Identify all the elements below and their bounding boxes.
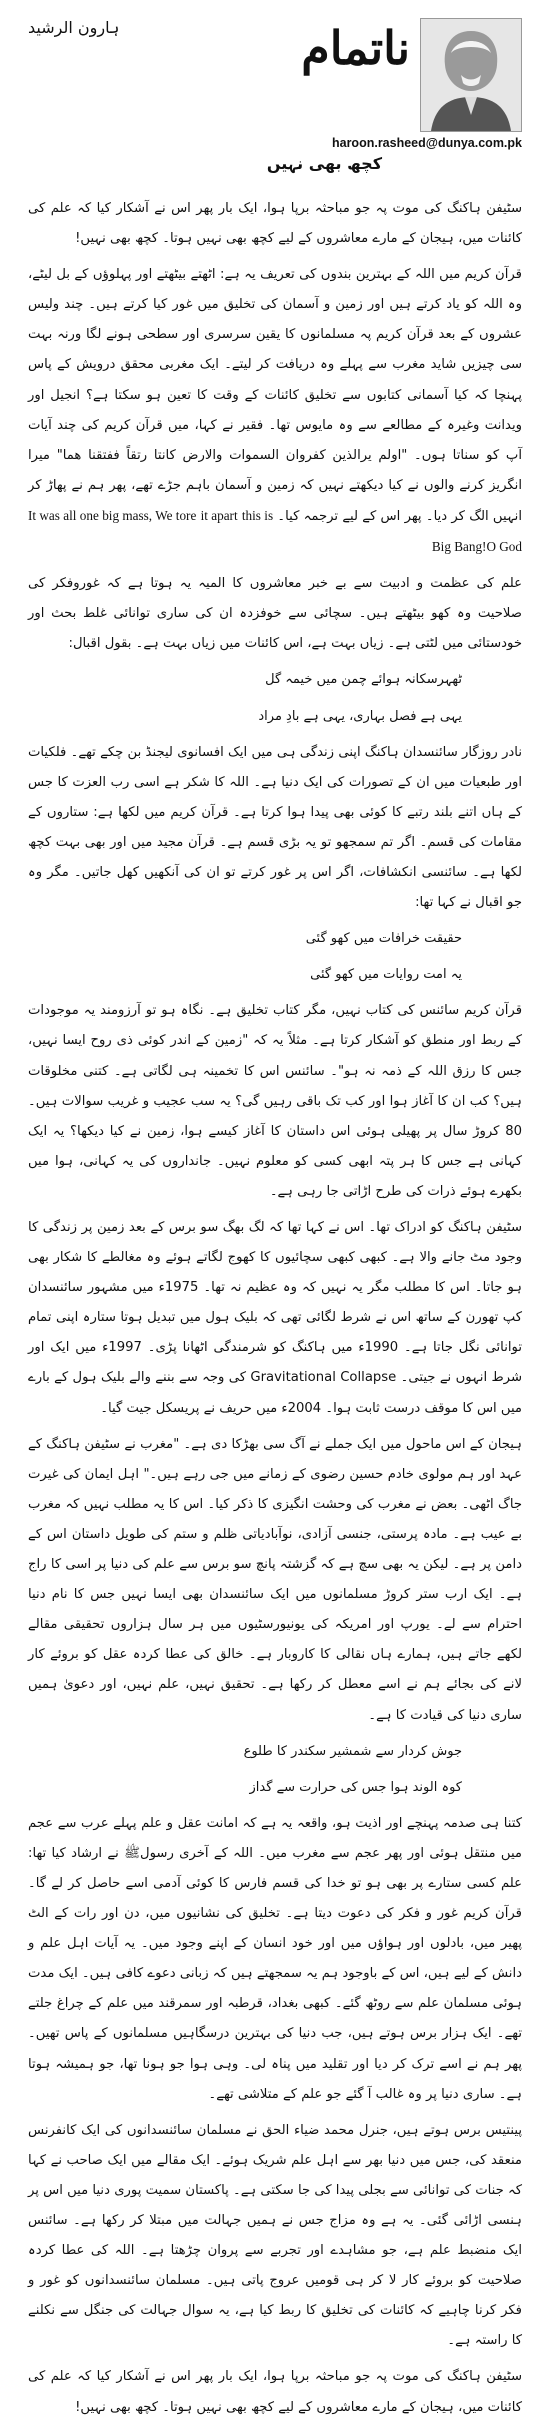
english-quote: this is Big Bang!O God xyxy=(241,507,522,555)
english-quote: It was all one big mass, We tore xyxy=(28,507,197,523)
article-paragraph: علم کی عظمت و ادبیت سے بے خبر معاشروں کا المیہ یہ ہوتا ہے کہ غوروفکر کی صلاحیت وہ کھو بیٹھتے ہیں۔ سچائی سے خوفزدہ ان کی ساری توانائی غلط بحث اور خودستائی میں لٹتی ہے۔ زیاں بہت ہے، اس کائنات میں زیاں بہت ہے۔ بقول اقبال: xyxy=(28,576,522,652)
poetry-verse: کوہ الوند ہوا جس کی حرارت سے گداز xyxy=(249,1779,462,1795)
masthead xyxy=(28,18,522,186)
article-text: قرآن کریم میں اللہ کے بہترین بندوں کی تعریف یہ ہے: اٹھتے بیٹھتے اور پہلوؤں کے بل لیٹے، وہ اللہ کو یاد کرتے ہیں اور زمین و آسمان کی تخلیق میں غور کیا کرتے ہیں۔ چند ولیس عشروں کے بعد قرآن کریم پہ مسلمانوں کا یقین سرسری اور سطحی ہونے لگا ورنہ بہت سی چیزیں شاید مغرب سے پہلے وہ دریافت کر لیتے۔ ایک مغربی محقق درویش کے پاس پہنچا کہ کیا آسمانی کتابوں سے تخلیق کائنات کے وقت کا تعین ہو سکتا ہے؟ انجیل اور ویدانت وغیرہ کے مطالعے سے وہ مایوس تھا۔ فقیر نے کہا، میں قرآن کریم کی چند آیات آپ کو سناتا ہوں۔ "اولم یرالذین کفروان السموات والارض کانتا رتقاً ففتقنا ھما" میرا انگریز کرنے والوں نے کیا دیکھتے نہیں کہ زمین و آسمان باہم جڑے تھے، پھر ہم نے پھاڑ کر انہیں الگ کر دیا۔ پھر اس کے لیے ترجمہ کیا۔ xyxy=(28,267,523,524)
english-quote: it apart xyxy=(200,507,238,523)
article-paragraph: پینتیس برس ہوتے ہیں، جنرل محمد ضیاء الحق نے مسلمان سائنسدانوں کی ایک کانفرنس منعقد کی، جس میں دنیا بھر سے اہل علم شریک ہوئے۔ ایک مقالے میں ایک صاحب نے کہا کہ جنات کی توانائی سے بجلی پیدا کی جا سکتی ہے۔ پاکستان سمیت پوری دنیا میں اس پر ہنسی اڑائی گئی۔ یہ ہے وہ مزاج جس نے ہمیں جہالت میں مبتلا کر رکھا ہے۔ سائنس ایک منضبط علم ہے، جو مشاہدے اور تجربے سے پروان چڑھتا ہے۔ اللہ کی عطا کردہ صلاحیت کو بروئے کار لا کر ہی قومیں عروج پاتی ہیں۔ مسلمان سائنسدانوں کو غور و فکر کرنا چاہیے کہ کائنات کی تخلیق کا ربط کیا ہے، یہ سوال جہالت کی جنگل سے نکلنے کا راستہ ہے۔ xyxy=(28,2122,522,2349)
article-body xyxy=(28,194,522,2429)
poetry-verse: حقیقت خرافات میں کھو گئی xyxy=(305,931,462,947)
article-paragraph: ہیجان کے اس ماحول میں ایک جملے نے آگ سی بھڑکا دی ہے۔ "مغرب نے سٹیفن ہاکنگ کے عہد اور ہم مولوی خادم حسین رضوی کے زمانے میں جی رہے ہیں۔" اہل ایمان کی غیرت جاگ اٹھی۔ بعض نے مغرب کی وحشت انگیزی کا ذکر کیا۔ اس کا یہ مطلب نہیں کہ مغرب بے عیب ہے۔ مادہ پرستی، جنسی آزادی، نوآبادیاتی ظلم و ستم کی طویل داستان اس کے دامن پر ہے۔ لیکن یہ بھی سچ ہے کہ گزشتہ پانچ سو برس سے علم کی دنیا پر اسی کا راج ہے۔ ایک ارب ستر کروڑ مسلمانوں میں ایک سائنسدان بھی ایسا نہیں جس کا نام دنیا احترام سے لے۔ یورپ اور امریکہ کی یونیورسٹیوں میں ہر سال ہزاروں تحقیقی مقالے لکھے جاتے ہیں، ہمارے ہاں نقالی کا کاروبار ہے۔ خالق کی عطا کردہ عقل کو بروئے کار لانے کی بجائے ہم نے اسے معطل کر رکھا ہے۔ تحقیق نہیں، علم نہیں، اور دعویٰ ہمیں ساری دنیا کی قیادت کا ہے۔ xyxy=(28,1436,522,1723)
author-email: haroon.rasheed@dunya.com.pk xyxy=(331,136,522,150)
column-brand xyxy=(250,22,410,82)
article-paragraph: کتنا ہی صدمہ پہنچے اور اذیت ہو، واقعہ یہ ہے کہ امانت عقل و علم پہلے عرب سے عجم میں منتقل ہوئی اور پھر عجم سے مغرب میں۔ اللہ کے آخری رسولﷺ نے ارشاد کیا تھا: علم کسی ستارے پر بھی ہو تو خدا کی قسم فارس کا کوئی آدمی اسے حاصل کر لے گا۔ قرآن کریم غور و فکر کی دعوت دیتا ہے۔ تخلیق کی نشانیوں میں، دن اور رات کے الٹ پھیر میں، بادلوں اور ہواؤں میں اور خود انسان کے اپنے وجود میں۔ یہ آیات اہل علم و دانش کے لیے ہیں، اس کے باوجود ہم یہ سمجھتے ہیں کہ زبانی دعوے کافی ہیں۔ ایک مدت ہوئی مسلمان علم سے روٹھ گئے۔ کبھی بغداد، قرطبہ اور سمرقند میں علم کے چراغ جلتے تھے۔ ایک ہزار برس ہوتے ہیں، جب دنیا کی بہترین درسگاہیں مسلمانوں کے پاس تھیں۔ پھر ہم نے اسے ترک کر دیا اور تقلید میں پناہ لی۔ وہی ہوا جو ہونا تھا، جو ہمیشہ ہوتا ہے۔ ساری دنیا پر وہ غالب آ گئے جو علم کے متلاشی تھے۔ xyxy=(28,1815,522,2102)
article-paragraph: سٹیفن ہاکنگ کو ادراک تھا۔ اس نے کہا تھا کہ لگ بھگ سو برس کے بعد زمین پر زندگی کا وجود مٹ جانے والا ہے۔ کبھی کبھی سچائیوں کا کھوج لگاتے ہوئے وہ مغالطے کا شکار بھی ہو جاتا۔ اس کا مطلب مگر یہ نہیں کہ وہ عظیم نہ تھا۔ 1975ء میں مشہور سائنسدان کپ تھورن کے ساتھ اس نے شرط لگائی تھی کہ بلیک ہول میں تبدیل ہوتا ستارہ اپنی تمام توانائی نگل جاتا ہے۔ 1990ء میں ہاکنگ کو شرمندگی اٹھانا پڑی۔ 1997ء میں ایک اور شرط انہوں نے جیتی۔ Gravitational Collapse کی وجہ سے بننے والے بلیک ہول کے بارے میں اس کا موقف درست ثابت ہوا۔ 2004ء میں حریف نے پریسکل جیت گیا۔ xyxy=(28,1220,523,1416)
poetry-verse: ٹھہرسکانہ ہوائے چمن میں خیمہ گل xyxy=(265,672,462,688)
article-closing: سٹیفن ہاکنگ کی موت پہ جو مباحثہ برپا ہوا، ایک بار پھر اس نے آشکار کیا کہ علم کی کائنات میں، ہیجان کے مارے معاشروں کے لیے کچھ بھی نہیں ہوتا۔ کچھ بھی نہیں! xyxy=(28,2369,522,2415)
author-portrait-image xyxy=(421,19,521,131)
poetry-verse: یہ امت روایات میں کھو گئی xyxy=(310,967,462,983)
article-paragraph: سٹیفن ہاکنگ کی موت پہ جو مباحثہ برپا ہوا، ایک بار پھر اس نے آشکار کیا کہ علم کی کائنات میں، ہیجان کے مارے معاشروں کے لیے کچھ بھی نہیں ہوتا۔ کچھ بھی نہیں! xyxy=(28,201,522,247)
poetry-verse: جوش کردار سے شمشیر سکندر کا طلوع xyxy=(243,1743,462,1759)
column-headline: کچھ بھی نہیں xyxy=(266,154,382,173)
poetry-verse: یہی ہے فصل بہاری، یہی ہے بادِ مراد xyxy=(258,708,462,724)
column-page xyxy=(28,18,523,2415)
article-paragraph: نادر روزگار سائنسدان ہاکنگ اپنی زندگی ہی میں ایک افسانوی لیجنڈ بن چکے تھے۔ فلکیات اور طبعیات میں ان کے تصورات کی ایک دنیا ہے۔ اللہ کا شکر ہے اسی رب العزت کا جس کے ہاں اتنے بلند رتبے کا کوئی بھی پیدا ہوا کرتا ہے۔ قرآن کریم میں لکھا ہے: ستاروں کے مقامات کی قسم۔ اگر تم سمجھو تو یہ بڑی قسم ہے۔ قرآن مجید میں اور بھی بہت کچھ لکھا ہے۔ سائنسی انکشافات، اگر اس پر غور کرتے تو ان کی آنکھیں کھل جاتیں۔ مگر وہ جو اقبال نے کہا تھا: xyxy=(28,744,522,911)
author-name: ہارون الرشید xyxy=(28,18,120,37)
article-paragraph xyxy=(28,260,522,563)
author-portrait xyxy=(420,18,522,132)
column-logo: ناتمام xyxy=(301,21,410,75)
article-paragraph: قرآن کریم سائنس کی کتاب نہیں، مگر کتاب تخلیق ہے۔ نگاہ ہو تو آرزومند یہ موجودات کے ربط اور منطق کو آشکار کرتا ہے۔ مثلاً یہ کہ "زمین کے اندر کوئی ذی روح ایسا نہیں، جس کا رزق اللہ کے ذمہ نہ ہو"۔ سائنس اس کا تخمینہ ہی لگاتی ہے۔ کتنی مخلوقات ہیں؟ کب ان کا آغاز ہوا اور کب تک باقی رہیں گی؟ یہ سب عجیب و غریب سوالات ہیں۔ 80 کروڑ سال پر پھیلی ہوئی اس داستان کا آغاز کیسے ہوا، زمین نے کیا دیکھا؟ یہ ایک کہانی ہے جس کا ہر پتہ ابھی کسی کو معلوم نہیں۔ جانداروں کی یہ کہانی، ہوا میں بکھرے ہوئے ذرات کی طرح اڑاتی جا رہی ہے۔ xyxy=(28,1003,522,1199)
